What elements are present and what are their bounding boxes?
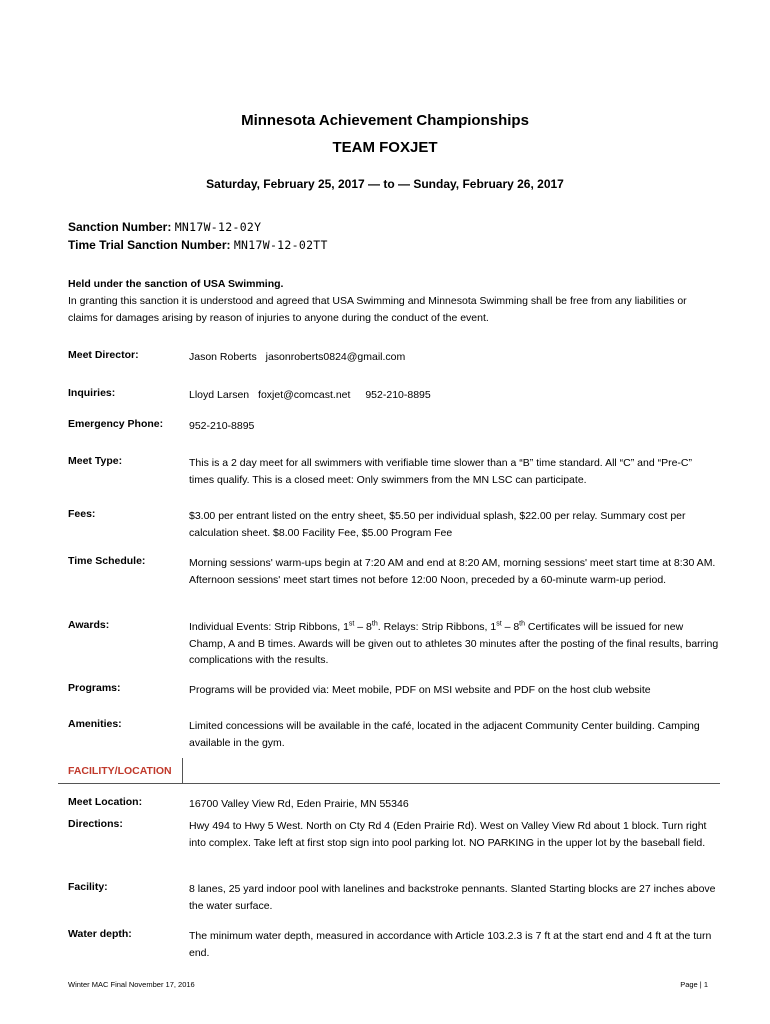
meet-director-name: Jason Roberts (189, 351, 257, 363)
emergency-phone-label: Emergency Phone: (68, 418, 164, 430)
time-trial-sanction-number (68, 238, 328, 252)
meet-type-value: This is a 2 day meet for all swimmers with verifiable time slower than a “B” time standard. All “C” and “Pre-C” times qualify. This is a closed meet: Only swimmers from the MN LSC can participate. (189, 457, 692, 486)
awards-label: Awards: (68, 619, 110, 631)
sanction-number (68, 220, 261, 234)
page-title: Minnesota Achievement Championships (241, 112, 529, 129)
meet-director-label: Meet Director: (68, 349, 139, 361)
amenities-value: Limited concessions will be available in the café, located in the adjacent Community Center building. Camping available in the gym. (189, 720, 700, 749)
inquiries-email: foxjet@comcast.net (258, 389, 351, 401)
meet-location-value: 16700 Valley View Rd, Eden Prairie, MN 55346 (189, 798, 409, 810)
time-schedule-value: Morning sessions' warm-ups begin at 7:20 AM and end at 8:20 AM, morning sessions' meet start time at 8:30 AM. Afternoon sessions' meet start times not before 12:00 Noon, preceded by a 60-minute warm-up period. (189, 557, 716, 586)
meet-dates: Saturday, February 25, 2017 — to — Sunday, February 26, 2017 (206, 177, 564, 191)
fees-value: $3.00 per entrant listed on the entry sheet, $5.50 per individual splash, $22.00 per relay. Summary cost per calculation sheet. $8.00 Facility Fee, $5.00 Program Fee (189, 510, 686, 539)
meet-director-email: jasonroberts0824@gmail.com (265, 351, 406, 363)
facility-value: 8 lanes, 25 yard indoor pool with lanelines and backstroke pennants. Slanted Starting blocks are 27 inches above the water surface. (189, 883, 716, 912)
footer-document-name: Winter MAC Final November 17, 2016 (68, 980, 195, 989)
team-name: TEAM FOXJET (332, 139, 438, 156)
sanction-number-value: MN17W-12-02Y (174, 220, 262, 234)
inquiries-phone: 952-210-8895 (365, 389, 431, 401)
amenities-label: Amenities: (68, 718, 122, 730)
directions-label: Directions: (68, 818, 123, 830)
inquiries-name: Lloyd Larsen (189, 389, 250, 401)
meet-type-label: Meet Type: (68, 455, 123, 467)
sanction-heading: Held under the sanction of USA Swimming. (68, 278, 284, 290)
water-depth-value: The minimum water depth, measured in accordance with Article 103.2.3 is 7 ft at the start end and 4 ft at the turn end. (189, 930, 712, 959)
inquiries-label: Inquiries: (68, 387, 116, 399)
directions-value: Hwy 494 to Hwy 5 West. North on Cty Rd 4 (Eden Prairie Rd). West on Valley View Rd about 1 block. Turn right into complex. Take left at first stop sign into pool parking lot. NO PARKING in the upper lot by the baseball field. (189, 820, 707, 849)
time-schedule-label: Time Schedule: (68, 555, 146, 567)
water-depth-label: Water depth: (68, 928, 132, 940)
facility-label: Facility: (68, 881, 108, 893)
section-divider (58, 783, 720, 784)
facility-section-heading: FACILITY/LOCATION (68, 765, 172, 777)
fees-label: Fees: (68, 508, 96, 520)
footer-page-number: Page | 1 (680, 980, 708, 989)
sanction-disclaimer: In granting this sanction it is understood and agreed that USA Swimming and Minnesota Swimming shall be free from any liabilities or claims for damages arising by reason of injuries to anyone during the conduct of the event. (68, 295, 687, 324)
awards-value: Individual Events: Strip Ribbons, 1st – 8th. Relays: Strip Ribbons, 1st – 8th Certificates will be issued for new Champ, A and B times. Awards will be given out to athletes 30 minutes after the posting of the final results, barring complications with the results. (189, 620, 719, 666)
programs-value: Programs will be provided via: Meet mobile, PDF on MSI website and PDF on the host club website (189, 684, 651, 696)
emergency-phone-value: 952-210-8895 (189, 420, 255, 432)
time-trial-sanction-label: Time Trial Sanction Number: (68, 238, 231, 252)
meet-location-label: Meet Location: (68, 796, 143, 808)
time-trial-sanction-value: MN17W-12-02TT (233, 238, 328, 252)
sanction-number-label: Sanction Number: (68, 220, 172, 234)
section-divider-vertical (182, 758, 183, 783)
programs-label: Programs: (68, 682, 121, 694)
